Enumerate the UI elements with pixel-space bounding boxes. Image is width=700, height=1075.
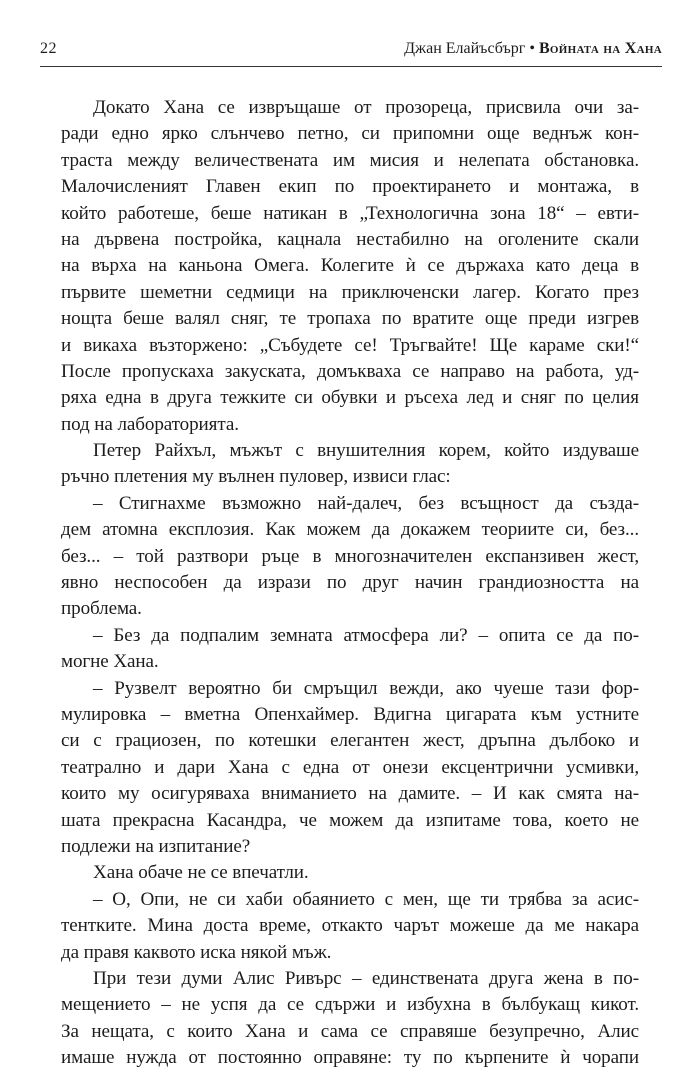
text-line: да правя каквото иска някой мъж. xyxy=(61,941,332,963)
running-header xyxy=(40,40,662,67)
text-line: тентките. Мина доста време, откакто чарът можеше да ме накара xyxy=(61,915,639,937)
text-line: шата прекрасна Касандра, че можем да изпитаме това, което не xyxy=(61,809,639,831)
text-line: на върха на каньона Омега. Колегите ѝ се държаха като деца в xyxy=(61,255,639,277)
text-line: явно неспособен да изрази по друг начин грандиозността на xyxy=(61,572,639,594)
text-line: ради едно ярко слънчево петно, си припомни още веднъж кон- xyxy=(61,123,639,145)
text-line: ръчно плетения му вълнен пуловер, извиси глас: xyxy=(61,466,451,488)
text-line: могне Хана. xyxy=(61,651,159,673)
header-separator: • xyxy=(529,40,535,57)
text-line: Петер Райхъл, мъжът с внушителния корем, който издуваше xyxy=(93,440,639,462)
text-line: ряха една в друга тежките си обувки и ръсеха лед и сняг по целия xyxy=(61,387,639,409)
text-line: дем атомна експлозия. Как можем да докажем теориите си, без... xyxy=(61,519,639,541)
text-line: мулировка – вметна Опенхаймер. Вдигна цигарата към устните xyxy=(61,703,639,725)
text-line: – Рузвелт вероятно би смръщил вежди, ако чуеше тази фор- xyxy=(93,677,639,699)
text-line: без... – той разтвори ръце в многозначителен експанзивен жест, xyxy=(61,545,639,567)
author-name: Джан Елайъсбърг xyxy=(404,40,526,57)
page-number: 22 xyxy=(40,40,57,57)
text-line: нощта беше валял сняг, те тропаха по вратите още преди изгрев xyxy=(61,308,639,330)
body-text xyxy=(61,95,639,1071)
text-line: проблема. xyxy=(61,598,142,620)
text-line: мещението – не успя да се сдържи и избухна в бълбукащ кикот. xyxy=(61,994,639,1016)
text-line: първите шеметни седмици на приключенски лагер. Когато през xyxy=(61,281,639,303)
text-line: – Стигнахме възможно най-далеч, без всъщност да създа- xyxy=(93,492,639,514)
text-line: – Без да подпалим земната атмосфера ли? – опита се да по- xyxy=(93,624,639,646)
text-line: После пропускаха закуската, домъкваха се направо на работа, уд- xyxy=(61,360,639,382)
text-line: който работеше, беше натикан в „Технологична зона 18“ – евти- xyxy=(61,202,639,224)
text-line: За нещата, с които Хана и сама се справяше безупречно, Алис xyxy=(61,1020,639,1042)
text-line: под на лабораторията. xyxy=(61,413,239,435)
text-line: При тези думи Алис Ривърс – единствената друга жена в по- xyxy=(93,967,639,989)
text-line: траста между величествената им мисия и нелепата обстановка. xyxy=(61,149,639,171)
text-line: Малочисленият Главен екип по проектирането и монтажа, в xyxy=(61,176,639,198)
running-title xyxy=(404,40,662,58)
text-line: – О, Опи, не си хаби обаянието с мен, ще ти трябва за асис- xyxy=(93,888,639,910)
text-line: театрално и дари Хана с една от онези ексцентрични усмивки, xyxy=(61,756,639,778)
text-line: си с грациозен, по котешки елегантен жест, дръпна дълбоко и xyxy=(61,730,639,752)
text-line: подлежи на изпитание? xyxy=(61,835,251,857)
text-line: които му осигуряваха вниманието на дамите. – И как смята на- xyxy=(61,783,639,805)
text-line: и викаха възторжено: „Събудете се! Тръгвайте! Ще караме ски!“ xyxy=(61,334,639,356)
text-line: на дървена постройка, кацнала нестабилно на оголените скали xyxy=(61,228,639,250)
book-title: Войната на Хана xyxy=(538,40,662,57)
text-line: Докато Хана се извръщаше от прозореца, присвила очи за- xyxy=(93,97,639,118)
text-line: Хана обаче не се впечатли. xyxy=(93,862,309,884)
text-line: имаше нужда от постоянно оправяне: ту по кърпените ѝ чорапи xyxy=(61,1047,639,1069)
